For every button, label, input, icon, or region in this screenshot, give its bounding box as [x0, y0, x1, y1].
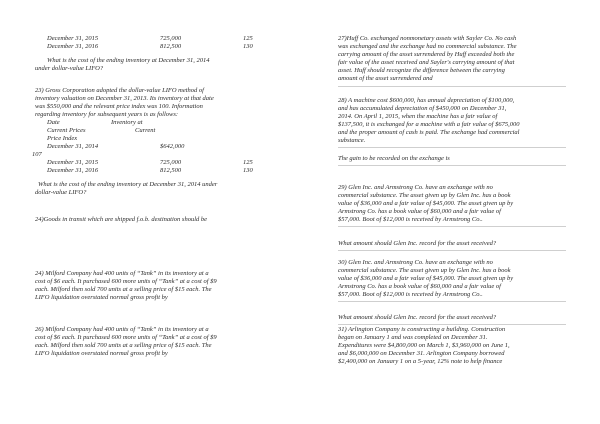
question-31-line: began on January 1 and was completed on December 31.: [338, 334, 488, 341]
table-header: Price Index: [47, 135, 78, 142]
question-28-line: 2014. On April 1, 2015, when the machine has a fair value of: [338, 113, 498, 120]
question-26-line: LIFO liquidation overstated normal gross profit by: [35, 350, 168, 357]
question-24-line: 24) Milford Company had 400 units of “Tank” in its inventory at a: [35, 270, 209, 277]
question-28-line: and has accumulated depreciation of $450,000 on December 31,: [338, 105, 507, 112]
question-27-line: fair value of the asset received and Sayler's carrying amount of that: [338, 59, 515, 66]
question-29-line: value of $36,000 and a fair value of $45,000. The asset given up by: [338, 200, 514, 207]
question-26-line: cost of $6 each. It purchased 600 more units of “Tank” at a cost of $9: [35, 334, 217, 341]
question-23-prompt: What is the cost of the ending inventory at December 31, 2014 under: [38, 181, 218, 188]
question-30-line: 30) Glen Inc. and Armstrong Co. have an exchange with no: [338, 259, 493, 266]
question-30-line: value of $36,000 and a fair value of $45,000. The asset given up by: [338, 275, 514, 282]
question-29-line: commercial substance. The asset given up by Glen Inc. has a book: [338, 192, 511, 199]
divider: [338, 226, 566, 227]
divider: [338, 165, 566, 166]
question-29-line: $57,000. Boot of $12,000 is received by Armstrong Co..: [338, 216, 483, 223]
question-22-line: What is the cost of the ending inventory at December 31, 2014: [47, 57, 210, 64]
question-28-line: 28) A machine cost $600,000, has annual depreciation of $100,000,: [338, 97, 515, 104]
question-28-line: $137,500, it is exchanged for a machine with a fair value of $675,000: [338, 121, 520, 128]
question-26-line: each. Milford then sold 700 units at a selling price of $15 each. The: [35, 342, 212, 349]
question-31-line: $2,400,000 on January 1 on a 5-year, 12% note to help finance: [338, 358, 503, 365]
question-27-line: amount of the asset surrendered and: [338, 75, 433, 82]
question-31-line: Expenditures were $4,800,000 on March 1, $3,960,000 on June 1,: [338, 342, 510, 349]
question-30-line: Armstrong Co. has a book value of $60,000 and a fair value of: [338, 283, 501, 290]
question-23-line: regarding inventory for subsequent years is as follows:: [35, 111, 179, 118]
question-23-line: was $550,000 and the relevant price index was 100. Information: [35, 103, 203, 110]
question-29-line: 29) Glen Inc. and Armstrong Co. have an exchange with no: [338, 184, 493, 191]
question-27-line: carrying amount of the asset surrendered by Huff exceeded both the: [338, 51, 515, 58]
divider: [338, 86, 566, 87]
stray-index: 107: [32, 151, 42, 158]
question-24-line: cost of $6 each. It purchased 600 more units of “Tank” at a cost of $9: [35, 278, 217, 285]
question-30-line: commercial substance. The asset given up by Glen Inc. has a book: [338, 267, 511, 274]
question-27-line: 27)Huff Co. exchanged nonmonetary assets with Sayler Co. No cash: [338, 35, 517, 42]
divider: [338, 250, 566, 251]
question-28-line: and the proper amount of cash is paid. The exchange had commercial: [338, 129, 520, 136]
question-22-line: under dollar-value LIFO?: [35, 65, 104, 72]
question-28-prompt: The gain to be recorded on the exchange is: [338, 155, 450, 162]
question-31-line: and $6,000,000 on December 31. Arlington Company borrowed: [338, 350, 505, 357]
document-page: December 31, 2015 725,000 125 December 31, 2016 812,500 130 What is the cost of the ending inventory at December 31, 2014 under dollar-value LIFO? 23) Gross Corporation adopted the dollar-value LIFO method of inventory valuation on December 31, 2013. Its inventory at that date was $550,000 and the relevant price index was 100. Information regarding inventory for subsequent years is as follows: Date Inventory at Current Prices Current Price Index December 31, 2014 $642,000 107 December 31, 2015 725,000 125 December 31, 2016 812,500 130 What is the cost of the ending inventory at December 31, 2014 under dollar-value LIFO? 24)Goods in transit which are shipped f.o.b. destination should be 24) Milford Company had 400 units of “Tank” in its inventory at a cost of $6 each. It purchased 600 more units of “Tank” at a cost of $9 each. Milford then sold 700 units at a selling price of $15 each. The LIFO liquidation overstated normal gross profit by 26) Milford Company had 400 units of “Tank” in its inventory at a cost of $6 each. It purchased 600 more units of “Tank” at a cost of $9 each. Milford then sold 700 units at a selling price of $15 each. The LIFO liquidation overstated normal gross profit by 27)Huff Co. exchanged nonmonetary assets with Sayler Co. No cash was exchanged and the exchange had no commercial substance. The carrying amount of the asset surrendered by Huff exceeded both the fair value of the asset received and Sayler's carrying amount of that asset. Huff should recognize the difference between the carrying amount of the asset surrendered and 28) A machine cost $600,000, has annual depreciation of $100,000, and has accumulated depreciation of $450,000 on December 31, 2014. On April 1, 2015, when the machine has a fair value of $137,500, it is exchanged for a machine with a fair value of $675,000 and the proper amount of cash is paid. The exchange had commercial substance. The gain to be recorded on the exchange is 29) Glen Inc. and Armstrong Co. have an exchange with no commercial substance. The asset given up by Glen Inc. has a book value of $36,000 and a fair value of $45,000. The asset given up by Armstrong Co. has a book value of $60,000 and a fair value of $57,000. Boot of $12,000 is received by Armstrong Co.. What amount should Glen Inc. record for the asset received? 30) Glen Inc. and Armstrong Co. have an exchange with no commercial substance. The asset given up by Glen Inc. has a book value of $36,000 and a fair value of $45,000. The asset given up by Armstrong Co. has a book value of $60,000 and a fair value of $57,000. Boot of $12,000 is received by Armstrong Co.. What amount should Glen Inc. record for the asset received? 31) Arlington Company is constructing a building. Construction began on January 1 and was completed on December 31. Expenditures were $4,800,000 on March 1, $3,960,000 on June 1, and $6,000,000 on December 31. Arlington Company borrowed $2,400,000 on January 1 on a 5-year, 12% note to help finance: [0, 0, 600, 424]
divider: [338, 147, 566, 148]
question-30-line: $57,000. Boot of $12,000 is received by Armstrong Co..: [338, 291, 483, 298]
question-31-line: 31) Arlington Company is constructing a building. Construction: [338, 326, 506, 333]
question-30-prompt: What amount should Glen Inc. record for the asset received?: [338, 314, 497, 321]
question-26-line: 26) Milford Company had 400 units of “Tank” in its inventory at a: [35, 326, 209, 333]
question-24-line: each. Milford then sold 700 units at a selling price of $15 each. The: [35, 286, 212, 293]
question-23-line: inventory valuation on December 31, 2013. Its inventory at that date: [35, 95, 214, 102]
question-28-line: substance.: [338, 137, 366, 144]
question-29-prompt: What amount should Glen Inc. record for the asset received?: [338, 240, 497, 247]
question-23-prompt: dollar-value LIFO?: [35, 189, 87, 196]
divider: [338, 301, 566, 302]
divider: [338, 324, 566, 325]
question-23-line: 23) Gross Corporation adopted the dollar-value LIFO method of: [35, 87, 204, 94]
question-24-goods: 24)Goods in transit which are shipped f.o.b. destination should be: [35, 216, 208, 223]
question-27-line: was exchanged and the exchange had no commercial substance. The: [338, 43, 517, 50]
question-24-line: LIFO liquidation overstated normal gross profit by: [35, 294, 168, 301]
question-27-line: asset. Huff should recognize the difference between the carrying: [338, 67, 505, 74]
question-29-line: Armstrong Co. has a book value of $60,000 and a fair value of: [338, 208, 501, 215]
